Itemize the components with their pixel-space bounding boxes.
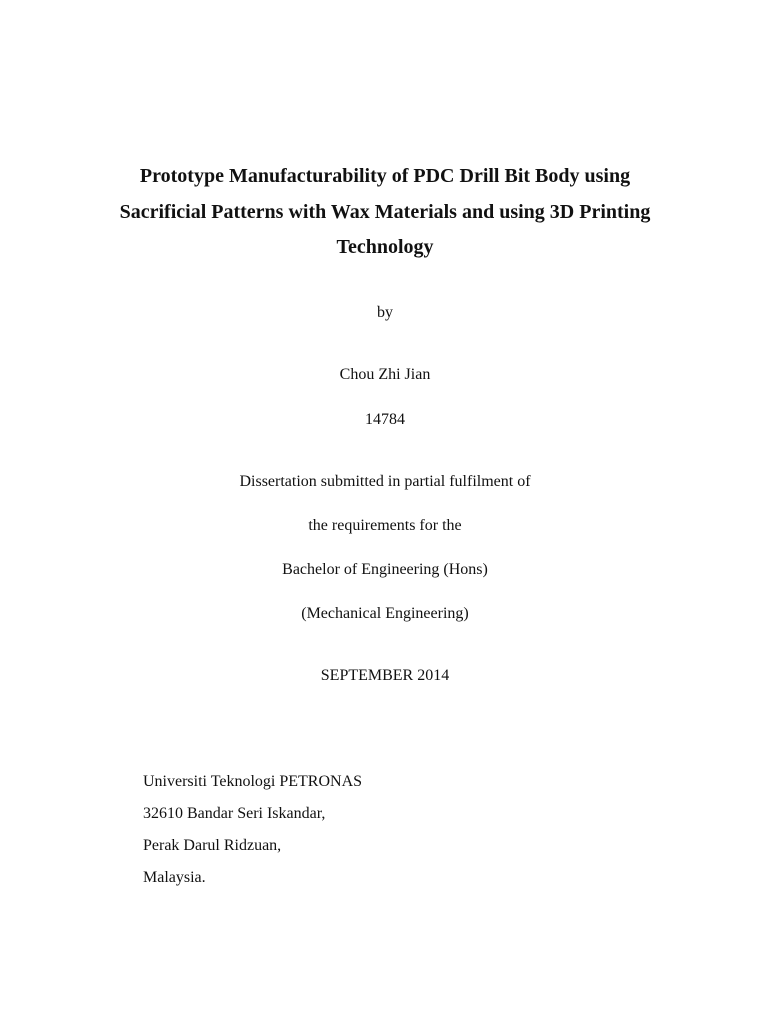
submission-date: SEPTEMBER 2014 — [320, 667, 450, 684]
student-id: 14784 — [365, 411, 405, 428]
degree-name: Bachelor of Engineering (Hons) — [282, 561, 488, 578]
thesis-title-line-2: Sacrificial Patterns with Wax Materials and using 3D Printing — [119, 201, 651, 223]
by-label: by — [377, 304, 393, 321]
author-name: Chou Zhi Jian — [339, 366, 431, 383]
address-country: Malaysia. — [143, 869, 206, 886]
address-state: Perak Darul Ridzuan, — [143, 837, 282, 854]
submission-line-1: Dissertation submitted in partial fulfilment of — [239, 473, 531, 490]
submission-line-2: the requirements for the — [308, 517, 462, 534]
address-university: Universiti Teknologi PETRONAS — [143, 773, 363, 790]
thesis-title-line-3: Technology — [336, 236, 434, 258]
address-postcode-city: 32610 Bandar Seri Iskandar, — [143, 805, 326, 822]
degree-program: (Mechanical Engineering) — [301, 605, 469, 622]
thesis-title-line-1: Prototype Manufacturability of PDC Drill Bit Body using — [139, 165, 631, 187]
